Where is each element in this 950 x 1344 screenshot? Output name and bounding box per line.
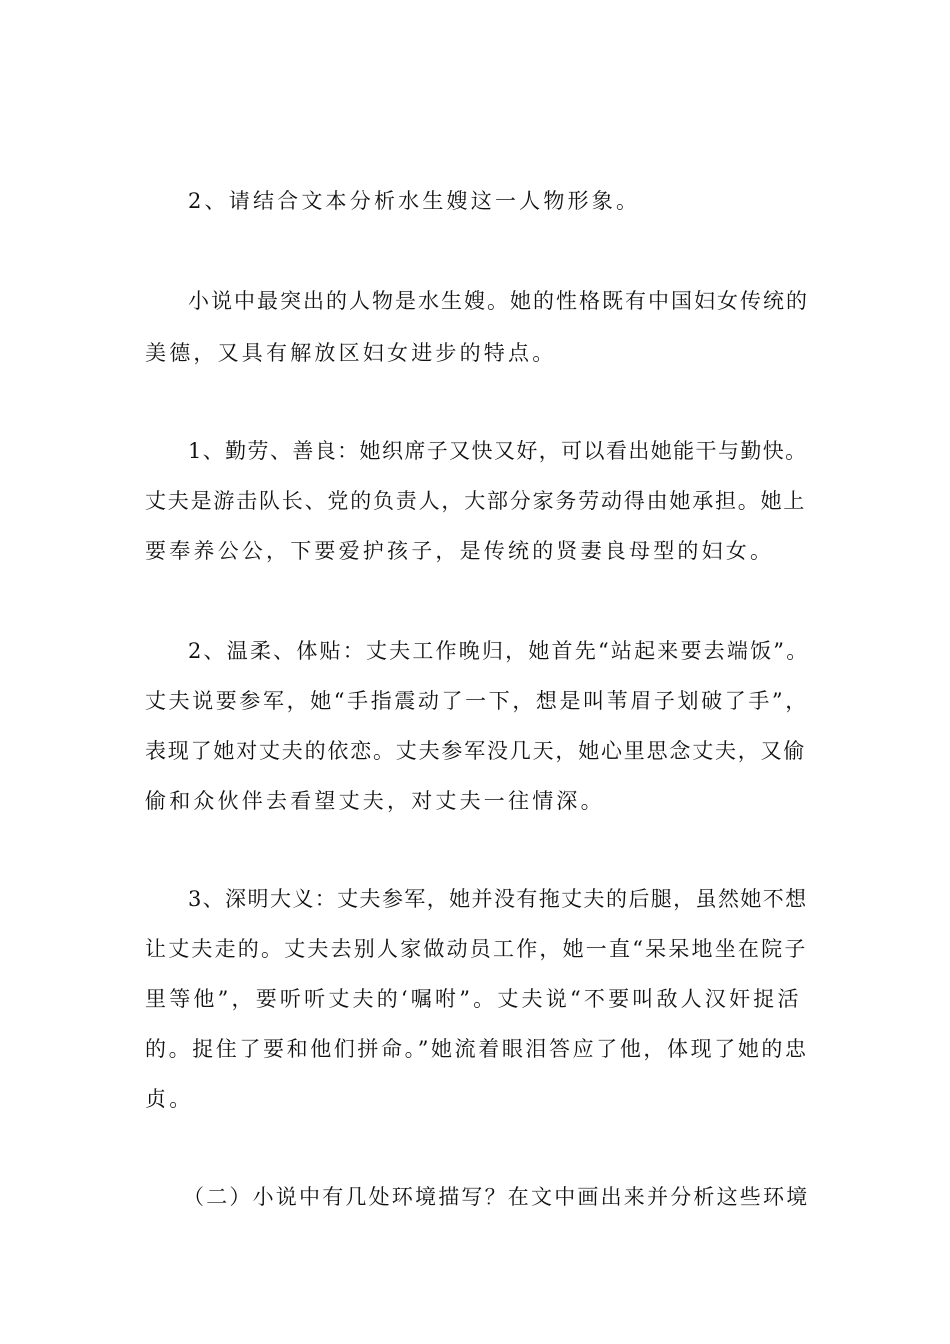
point-3-line: 让丈夫走的。丈夫去别人家做动员工作，她一直“呆呆地坐在院子	[145, 937, 808, 961]
point-2-line: 表现了她对丈夫的依恋。丈夫参军没几天，她心里思念丈夫，又偷	[145, 739, 807, 763]
point-1-line: 要奉养公公，下要爱护孩子，是传统的贤妻良母型的妇女。	[145, 539, 775, 563]
point-3-line: 里等他”，要听听丈夫的‘嘱咐”。丈夫说“不要叫敌人汉奸捉活	[145, 987, 802, 1011]
point-2-line: 丈夫说要参军，她“手指震动了一下，想是叫苇眉子划破了手”，	[145, 689, 809, 713]
point-1-line: 丈夫是游击队长、党的负责人，大部分家务劳动得由她承担。她上	[145, 489, 807, 513]
intro-paragraph-line: 小说中最突出的人物是水生嫂。她的性格既有中国妇女传统的	[188, 289, 809, 313]
point-3-line: 的。捉住了要和他们拼命。”她流着眼泪答应了他，体现了她的忠	[145, 1037, 809, 1061]
point-2-line: 2、温柔、体贴：丈夫工作晚归，她首先“站起来要去端饭”。	[188, 639, 810, 663]
section-2-heading: （二）小说中有几处环境描写？在文中画出来并分析这些环境	[183, 1185, 810, 1209]
point-1-line: 1、勤劳、善良：她织席子又快又好，可以看出她能干与勤快。	[188, 439, 808, 463]
point-3-line: 3、深明大义：丈夫参军，她并没有拖丈夫的后腿，虽然她不想	[188, 887, 808, 911]
question-heading: 2、请结合文本分析水生嫂这一人物形象。	[188, 189, 641, 213]
intro-paragraph-line: 美德，又具有解放区妇女进步的特点。	[145, 341, 557, 365]
point-3-line: 贞。	[145, 1087, 194, 1111]
point-2-line: 偷和众伙伴去看望丈夫，对丈夫一往情深。	[145, 789, 605, 813]
